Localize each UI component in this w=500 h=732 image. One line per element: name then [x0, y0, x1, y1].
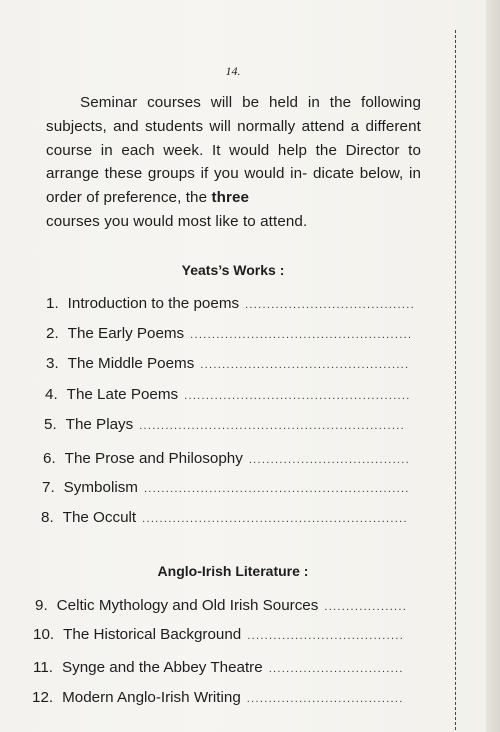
dot-leader [190, 329, 411, 341]
intro-emphasis: three [211, 189, 250, 207]
course-number: 4. [45, 386, 58, 403]
dot-leader [144, 483, 408, 495]
course-number: 8. [41, 509, 54, 526]
dot-leader [269, 663, 402, 675]
intro-line: courses you would most like to attend. [46, 212, 308, 230]
course-item [35, 597, 405, 619]
perforation-line [455, 30, 456, 730]
dot-leader [324, 601, 405, 613]
intro-line: Director to arrange these groups if you would in- [46, 141, 421, 183]
course-label: Introduction to the poems [67, 295, 240, 312]
course-number: 1. [46, 295, 59, 312]
course-item [44, 416, 406, 438]
section-heading-anglo-irish-literature: Anglo-Irish Literature : [157, 563, 309, 579]
section-heading-yeats-works: Yeats’s Works : [181, 262, 285, 278]
dot-leader [142, 513, 407, 525]
course-number: 10. [33, 626, 55, 643]
course-label: The Plays [65, 416, 134, 433]
course-item [46, 325, 411, 347]
course-label: The Late Poems [66, 386, 179, 403]
course-label: Celtic Mythology and Old Irish Sources [56, 597, 319, 614]
intro-line: Seminar courses will be held in the following [80, 94, 421, 111]
course-item [43, 450, 408, 472]
course-number: 6. [43, 450, 56, 467]
intro-line: subjects, and students will normally attend a [46, 117, 360, 135]
course-number: 5. [44, 416, 57, 433]
course-label: The Occult [62, 509, 137, 526]
dot-leader [139, 420, 406, 432]
course-label: Modern Anglo-Irish Writing [62, 689, 241, 706]
course-item [42, 479, 408, 501]
intro-line: different course in each week. It would help the [46, 117, 421, 159]
dot-leader [200, 359, 410, 371]
page-number: 14. [225, 64, 241, 78]
course-item [45, 386, 409, 408]
course-label: The Middle Poems [67, 355, 195, 372]
course-number: 2. [46, 325, 59, 342]
course-item [46, 295, 413, 317]
page-edge [486, 0, 500, 732]
course-label: Synge and the Abbey Theatre [62, 659, 263, 676]
course-label: The Prose and Philosophy [64, 450, 243, 467]
dot-leader [247, 630, 403, 642]
dot-leader [245, 299, 413, 311]
course-number: 7. [42, 479, 55, 496]
course-item [33, 659, 402, 681]
intro-line: dicate below, in order of preference, the [46, 165, 421, 207]
dot-leader [249, 454, 408, 466]
course-item [46, 355, 410, 377]
course-number: 11. [33, 659, 53, 676]
course-number: 3. [46, 355, 59, 372]
course-number: 12. [32, 689, 54, 706]
dot-leader [247, 693, 402, 705]
course-label: Symbolism [63, 479, 138, 496]
dot-leader [184, 390, 409, 402]
intro-paragraph [46, 91, 421, 234]
course-item [33, 626, 403, 648]
course-item [41, 509, 407, 531]
course-label: The Historical Background [63, 626, 242, 643]
course-label: The Early Poems [67, 325, 185, 342]
course-item [32, 689, 402, 711]
course-number: 9. [35, 597, 48, 614]
